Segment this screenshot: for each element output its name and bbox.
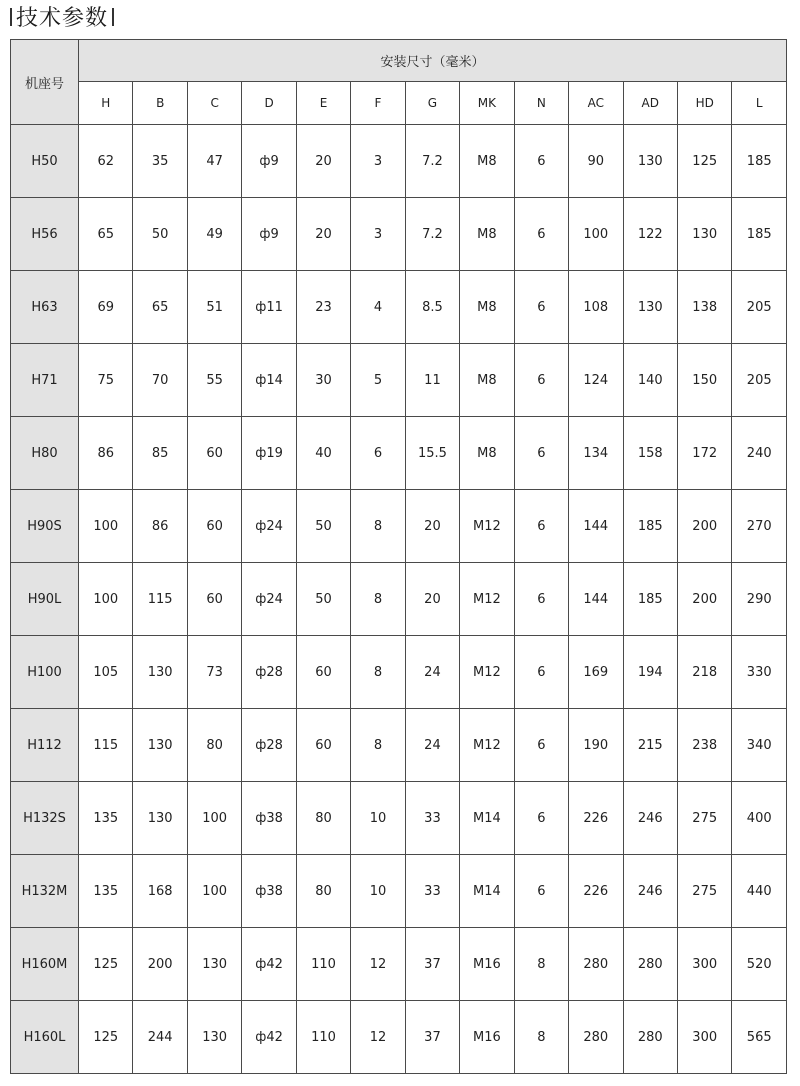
table-row: [11, 344, 787, 417]
row-label: H63: [11, 271, 79, 344]
cell-f: 4: [351, 271, 405, 344]
column-header-ad: AD: [623, 82, 677, 125]
cell-ad: 130: [623, 125, 677, 198]
cell-l: 440: [732, 855, 787, 928]
column-header-d: D: [242, 82, 296, 125]
cell-e: 110: [296, 1001, 350, 1074]
cell-mk: M12: [460, 563, 514, 636]
cell-g: 37: [405, 928, 459, 1001]
cell-f: 8: [351, 709, 405, 782]
cell-n: 6: [514, 125, 568, 198]
cell-ad: 185: [623, 563, 677, 636]
row-label: H112: [11, 709, 79, 782]
cell-hd: 275: [677, 855, 731, 928]
cell-c: 60: [187, 563, 241, 636]
cell-mk: M12: [460, 636, 514, 709]
cell-d: ф42: [242, 1001, 296, 1074]
cell-n: 6: [514, 490, 568, 563]
cell-hd: 130: [677, 198, 731, 271]
table-row: [11, 417, 787, 490]
cell-e: 80: [296, 855, 350, 928]
spec-table: [10, 39, 787, 1074]
cell-hd: 200: [677, 490, 731, 563]
cell-ac: 124: [569, 344, 623, 417]
cell-f: 5: [351, 344, 405, 417]
row-label: H132M: [11, 855, 79, 928]
column-header-mk: MK: [460, 82, 514, 125]
cell-e: 20: [296, 198, 350, 271]
table-row: [11, 928, 787, 1001]
cell-ad: 215: [623, 709, 677, 782]
cell-b: 86: [133, 490, 187, 563]
row-label: H100: [11, 636, 79, 709]
cell-e: 40: [296, 417, 350, 490]
cell-d: ф28: [242, 709, 296, 782]
cell-n: 6: [514, 344, 568, 417]
column-header-f: F: [351, 82, 405, 125]
cell-b: 50: [133, 198, 187, 271]
cell-g: 8.5: [405, 271, 459, 344]
cell-e: 50: [296, 490, 350, 563]
cell-ad: 246: [623, 782, 677, 855]
cell-l: 565: [732, 1001, 787, 1074]
cell-hd: 125: [677, 125, 731, 198]
cell-c: 60: [187, 490, 241, 563]
cell-b: 130: [133, 636, 187, 709]
cell-h: 69: [79, 271, 133, 344]
cell-f: 10: [351, 782, 405, 855]
cell-g: 15.5: [405, 417, 459, 490]
cell-d: ф14: [242, 344, 296, 417]
cell-hd: 138: [677, 271, 731, 344]
cell-ad: 185: [623, 490, 677, 563]
row-label: H132S: [11, 782, 79, 855]
cell-f: 8: [351, 636, 405, 709]
title-bar-left: [10, 8, 12, 26]
title-bar-right: [112, 8, 114, 26]
cell-f: 3: [351, 125, 405, 198]
cell-ad: 122: [623, 198, 677, 271]
cell-ac: 108: [569, 271, 623, 344]
cell-g: 24: [405, 709, 459, 782]
cell-ac: 280: [569, 928, 623, 1001]
cell-ac: 226: [569, 855, 623, 928]
cell-f: 3: [351, 198, 405, 271]
cell-f: 12: [351, 1001, 405, 1074]
cell-e: 50: [296, 563, 350, 636]
cell-ac: 144: [569, 563, 623, 636]
cell-mk: M8: [460, 125, 514, 198]
cell-b: 115: [133, 563, 187, 636]
cell-n: 6: [514, 855, 568, 928]
column-header-hd: HD: [677, 82, 731, 125]
cell-b: 200: [133, 928, 187, 1001]
column-header-h: H: [79, 82, 133, 125]
cell-ac: 90: [569, 125, 623, 198]
cell-b: 35: [133, 125, 187, 198]
cell-l: 185: [732, 198, 787, 271]
cell-h: 75: [79, 344, 133, 417]
cell-n: 6: [514, 709, 568, 782]
column-header-b: B: [133, 82, 187, 125]
cell-d: ф28: [242, 636, 296, 709]
cell-ac: 100: [569, 198, 623, 271]
column-header-ac: AC: [569, 82, 623, 125]
cell-b: 65: [133, 271, 187, 344]
cell-hd: 300: [677, 1001, 731, 1074]
cell-mk: M12: [460, 490, 514, 563]
cell-mk: M8: [460, 417, 514, 490]
column-header-g: G: [405, 82, 459, 125]
cell-ad: 246: [623, 855, 677, 928]
table-row: [11, 271, 787, 344]
cell-hd: 200: [677, 563, 731, 636]
cell-ac: 226: [569, 782, 623, 855]
cell-mk: M12: [460, 709, 514, 782]
cell-ad: 280: [623, 1001, 677, 1074]
cell-d: ф38: [242, 855, 296, 928]
cell-g: 11: [405, 344, 459, 417]
cell-h: 125: [79, 1001, 133, 1074]
cell-b: 85: [133, 417, 187, 490]
cell-c: 130: [187, 1001, 241, 1074]
table-row: [11, 563, 787, 636]
page-title-text: 技术参数: [16, 6, 109, 31]
table-row: [11, 1001, 787, 1074]
cell-e: 110: [296, 928, 350, 1001]
table-row: [11, 125, 787, 198]
cell-n: 8: [514, 1001, 568, 1074]
cell-hd: 275: [677, 782, 731, 855]
cell-ac: 144: [569, 490, 623, 563]
column-header-n: N: [514, 82, 568, 125]
cell-ad: 158: [623, 417, 677, 490]
cell-c: 55: [187, 344, 241, 417]
spec-table-wrapper: [10, 39, 787, 1074]
cell-mk: M14: [460, 782, 514, 855]
table-row: [11, 490, 787, 563]
cell-g: 20: [405, 490, 459, 563]
cell-c: 51: [187, 271, 241, 344]
cell-h: 115: [79, 709, 133, 782]
cell-g: 7.2: [405, 125, 459, 198]
cell-l: 520: [732, 928, 787, 1001]
cell-l: 185: [732, 125, 787, 198]
row-label: H80: [11, 417, 79, 490]
cell-e: 60: [296, 636, 350, 709]
cell-c: 80: [187, 709, 241, 782]
cell-l: 290: [732, 563, 787, 636]
cell-c: 60: [187, 417, 241, 490]
cell-hd: 218: [677, 636, 731, 709]
cell-e: 80: [296, 782, 350, 855]
cell-h: 125: [79, 928, 133, 1001]
column-header-l: L: [732, 82, 787, 125]
cell-d: ф11: [242, 271, 296, 344]
cell-mk: M16: [460, 1001, 514, 1074]
group-header-install-dims: 安装尺寸（毫米）: [79, 40, 787, 82]
cell-ad: 280: [623, 928, 677, 1001]
cell-f: 12: [351, 928, 405, 1001]
cell-b: 168: [133, 855, 187, 928]
cell-n: 6: [514, 271, 568, 344]
cell-l: 330: [732, 636, 787, 709]
cell-hd: 150: [677, 344, 731, 417]
cell-hd: 300: [677, 928, 731, 1001]
cell-mk: M8: [460, 198, 514, 271]
cell-ad: 194: [623, 636, 677, 709]
cell-d: ф24: [242, 490, 296, 563]
column-header-row: [11, 82, 787, 125]
cell-g: 37: [405, 1001, 459, 1074]
cell-g: 33: [405, 855, 459, 928]
row-label: H50: [11, 125, 79, 198]
cell-n: 6: [514, 417, 568, 490]
row-label: H160M: [11, 928, 79, 1001]
cell-b: 70: [133, 344, 187, 417]
cell-ac: 280: [569, 1001, 623, 1074]
cell-e: 30: [296, 344, 350, 417]
cell-n: 6: [514, 782, 568, 855]
cell-mk: M14: [460, 855, 514, 928]
cell-h: 100: [79, 563, 133, 636]
row-header-frame-no: 机座号: [11, 40, 79, 125]
cell-c: 73: [187, 636, 241, 709]
cell-g: 33: [405, 782, 459, 855]
cell-c: 130: [187, 928, 241, 1001]
cell-mk: M8: [460, 271, 514, 344]
cell-f: 10: [351, 855, 405, 928]
table-row: [11, 636, 787, 709]
row-label: H71: [11, 344, 79, 417]
cell-ac: 169: [569, 636, 623, 709]
cell-n: 6: [514, 563, 568, 636]
cell-d: ф24: [242, 563, 296, 636]
row-label: H90S: [11, 490, 79, 563]
cell-h: 62: [79, 125, 133, 198]
cell-g: 7.2: [405, 198, 459, 271]
table-body: [11, 125, 787, 1074]
table-row: [11, 198, 787, 271]
cell-d: ф9: [242, 198, 296, 271]
cell-ac: 190: [569, 709, 623, 782]
cell-f: 8: [351, 490, 405, 563]
cell-h: 105: [79, 636, 133, 709]
cell-hd: 238: [677, 709, 731, 782]
table-row: [11, 782, 787, 855]
cell-h: 135: [79, 782, 133, 855]
column-header-e: E: [296, 82, 350, 125]
cell-l: 240: [732, 417, 787, 490]
cell-e: 20: [296, 125, 350, 198]
cell-mk: M16: [460, 928, 514, 1001]
cell-ad: 140: [623, 344, 677, 417]
cell-c: 47: [187, 125, 241, 198]
cell-mk: M8: [460, 344, 514, 417]
table-row: [11, 709, 787, 782]
cell-d: ф38: [242, 782, 296, 855]
cell-h: 86: [79, 417, 133, 490]
cell-e: 60: [296, 709, 350, 782]
cell-d: ф9: [242, 125, 296, 198]
page-title: [6, 2, 118, 36]
cell-l: 205: [732, 344, 787, 417]
cell-c: 100: [187, 782, 241, 855]
cell-n: 8: [514, 928, 568, 1001]
cell-c: 100: [187, 855, 241, 928]
cell-b: 244: [133, 1001, 187, 1074]
cell-f: 8: [351, 563, 405, 636]
row-label: H56: [11, 198, 79, 271]
cell-hd: 172: [677, 417, 731, 490]
cell-g: 20: [405, 563, 459, 636]
cell-n: 6: [514, 636, 568, 709]
cell-b: 130: [133, 709, 187, 782]
cell-h: 135: [79, 855, 133, 928]
cell-e: 23: [296, 271, 350, 344]
cell-ad: 130: [623, 271, 677, 344]
cell-c: 49: [187, 198, 241, 271]
table-row: [11, 855, 787, 928]
cell-b: 130: [133, 782, 187, 855]
cell-ac: 134: [569, 417, 623, 490]
cell-l: 400: [732, 782, 787, 855]
row-label: H90L: [11, 563, 79, 636]
column-header-c: C: [187, 82, 241, 125]
cell-n: 6: [514, 198, 568, 271]
cell-f: 6: [351, 417, 405, 490]
cell-l: 270: [732, 490, 787, 563]
cell-l: 205: [732, 271, 787, 344]
cell-h: 65: [79, 198, 133, 271]
cell-d: ф19: [242, 417, 296, 490]
cell-d: ф42: [242, 928, 296, 1001]
cell-g: 24: [405, 636, 459, 709]
row-label: H160L: [11, 1001, 79, 1074]
cell-h: 100: [79, 490, 133, 563]
cell-l: 340: [732, 709, 787, 782]
